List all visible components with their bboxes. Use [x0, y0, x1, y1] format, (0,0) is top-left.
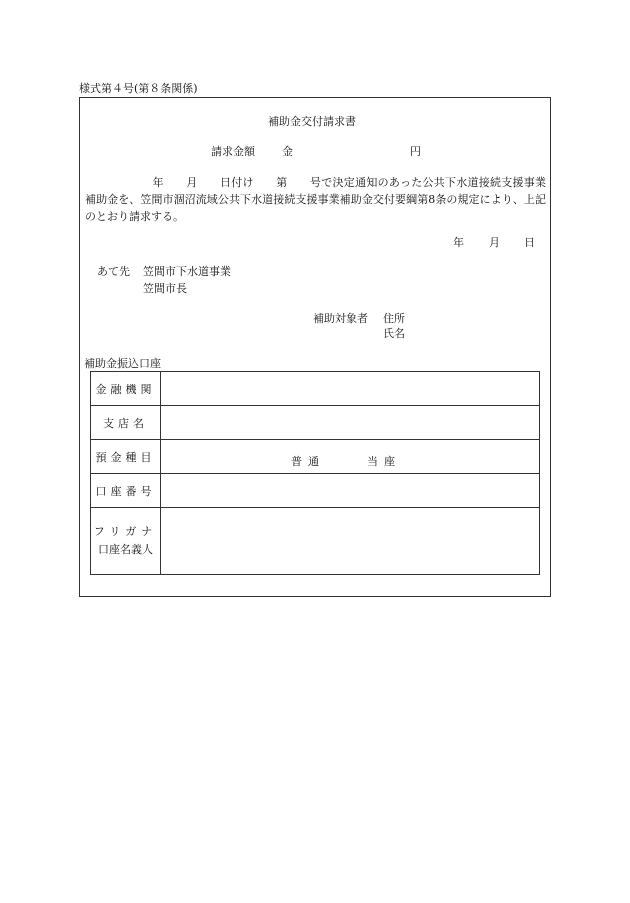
branch-label: 支店名 [91, 406, 161, 440]
holder-label [91, 508, 161, 575]
table-row [91, 440, 540, 474]
addressee-line1: 笠間市下水道事業 [143, 265, 231, 278]
furigana-label: フリガナ [93, 525, 158, 538]
institution-value[interactable] [161, 372, 540, 406]
institution-label: 金融機関 [91, 372, 161, 406]
form-title: 補助金交付請求書 [268, 115, 356, 128]
applicant-label: 補助対象者 [313, 312, 368, 325]
request-body-text: 年 月 日付け 第 号で決定通知のあった公共下水道接続支援事業補助金を、笠間市涸沼流域公共下水道接続支援事業補助金交付要綱第8条の規定により、上記のとおり請求する。 [85, 176, 546, 223]
table-row [91, 406, 540, 440]
table-row [91, 474, 540, 508]
addressee-line2: 笠間市長 [143, 282, 187, 295]
account-type-ordinary[interactable]: 普通 [291, 455, 325, 468]
form-number: 様式第４号(第８条関係) [79, 82, 198, 95]
applicant-name-label: 氏名 [383, 327, 405, 340]
account-type-value[interactable] [161, 440, 540, 474]
date-day: 日 [524, 236, 535, 249]
date-month: 月 [489, 236, 500, 249]
account-number-value[interactable] [161, 474, 540, 508]
applicant-address-label: 住所 [383, 312, 405, 325]
amount-prefix: 金 [282, 145, 293, 158]
account-type-options [291, 453, 401, 469]
branch-value[interactable] [161, 406, 540, 440]
account-number-label: 口座番号 [91, 474, 161, 508]
bank-account-table [90, 371, 540, 575]
holder-name-label: 口座名義人 [98, 543, 153, 556]
account-type-label: 預金種目 [91, 440, 161, 474]
table-row [91, 508, 540, 575]
date-year: 年 [453, 236, 464, 249]
bank-section-title: 補助金振込口座 [84, 357, 161, 370]
amount-label: 請求金額 [211, 145, 255, 158]
holder-name-value[interactable] [161, 508, 540, 575]
addressee-label: あて先 [97, 265, 130, 278]
amount-suffix: 円 [410, 145, 421, 158]
table-row [91, 372, 540, 406]
account-type-current[interactable]: 当座 [367, 455, 401, 468]
